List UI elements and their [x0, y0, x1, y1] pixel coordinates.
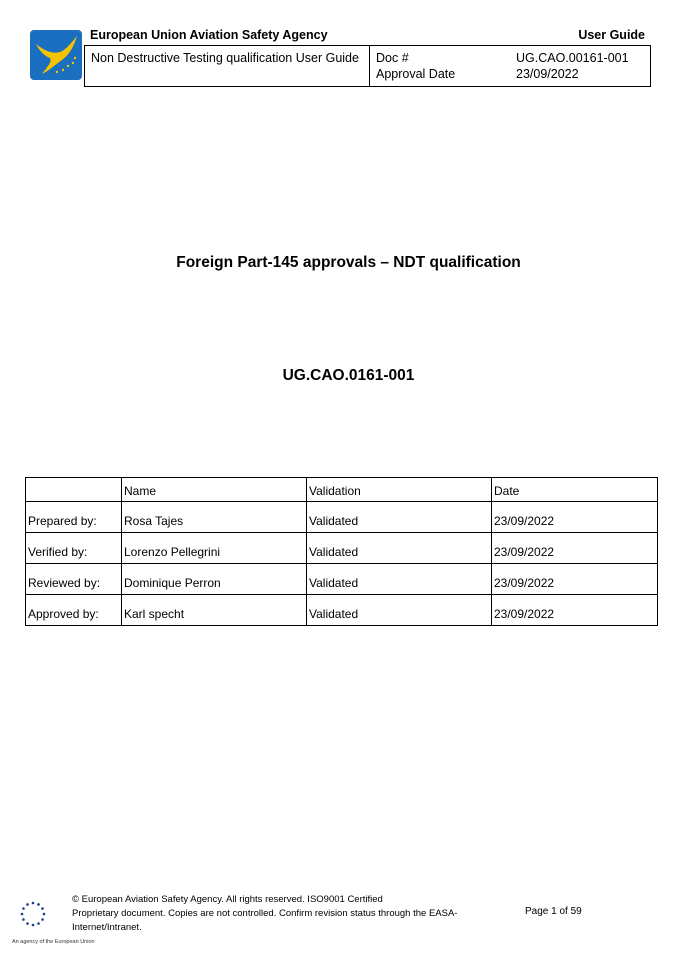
agency-name: European Union Aviation Safety Agency — [90, 28, 328, 42]
date-cell: 23/09/2022 — [492, 502, 658, 533]
eu-star-icon — [32, 902, 35, 905]
eu-star-icon — [43, 913, 46, 916]
role-cell: Reviewed by: — [26, 564, 122, 595]
document-type: User Guide — [578, 28, 645, 42]
table-row — [26, 595, 658, 626]
eu-star-icon — [21, 913, 24, 916]
name-cell: Karl specht — [122, 595, 307, 626]
header-cell-validation: Validation — [307, 478, 492, 502]
doc-values — [510, 46, 649, 86]
date-cell: 23/09/2022 — [492, 533, 658, 564]
header-cell-name: Name — [122, 478, 307, 502]
eu-star-icon — [26, 922, 29, 925]
footer-proprietary: Proprietary document. Copies are not controlled. Confirm revision status through the EASA-Internet/Intranet. — [72, 908, 458, 933]
header-cell — [26, 478, 122, 502]
date-cell: 23/09/2022 — [492, 564, 658, 595]
eu-star-icon — [22, 918, 25, 921]
validation-cell: Validated — [307, 564, 492, 595]
role-cell: Verified by: — [26, 533, 122, 564]
document-title: Foreign Part-145 approvals – NDT qualification — [176, 254, 521, 271]
eu-star-icon — [41, 907, 44, 910]
eu-agency-caption: An agency of the European Union — [12, 939, 95, 945]
role-cell: Prepared by: — [26, 502, 122, 533]
name-cell: Lorenzo Pellegrini — [122, 533, 307, 564]
approval-date-label: Approval Date — [376, 67, 456, 81]
table-row — [26, 502, 658, 533]
table-header-row — [26, 478, 658, 502]
approvals-table — [25, 477, 658, 626]
page-number: Page 1 of 59 — [525, 906, 582, 917]
approval-date-value: 23/09/2022 — [516, 67, 579, 81]
eu-star-icon — [22, 907, 25, 910]
footer-copyright: © European Aviation Safety Agency. All rights reserved. ISO9001 Certified — [72, 894, 383, 905]
validation-cell: Validated — [307, 533, 492, 564]
doc-labels — [370, 46, 510, 86]
validation-cell: Validated — [307, 502, 492, 533]
doc-number-label: Doc # — [376, 51, 409, 65]
eu-star-icon — [32, 924, 35, 927]
name-cell: Rosa Tajes — [122, 502, 307, 533]
table-row — [26, 533, 658, 564]
name-cell: Dominique Perron — [122, 564, 307, 595]
eu-stars-emblem-icon — [18, 899, 48, 929]
eu-star-icon — [37, 922, 40, 925]
document-code: UG.CAO.0161-001 — [282, 367, 415, 384]
table-row — [26, 564, 658, 595]
doc-number-value: UG.CAO.00161-001 — [516, 51, 629, 65]
date-cell: 23/09/2022 — [492, 595, 658, 626]
footer-text — [72, 893, 482, 935]
header-info-box — [84, 45, 651, 87]
easa-logo-icon — [30, 30, 82, 80]
eu-star-icon — [37, 903, 40, 906]
eu-star-icon — [26, 903, 29, 906]
header-cell-date: Date — [492, 478, 658, 502]
eu-star-icon — [41, 918, 44, 921]
role-cell: Approved by: — [26, 595, 122, 626]
document-subject: Non Destructive Testing qualification User Guide — [85, 46, 370, 86]
validation-cell: Validated — [307, 595, 492, 626]
